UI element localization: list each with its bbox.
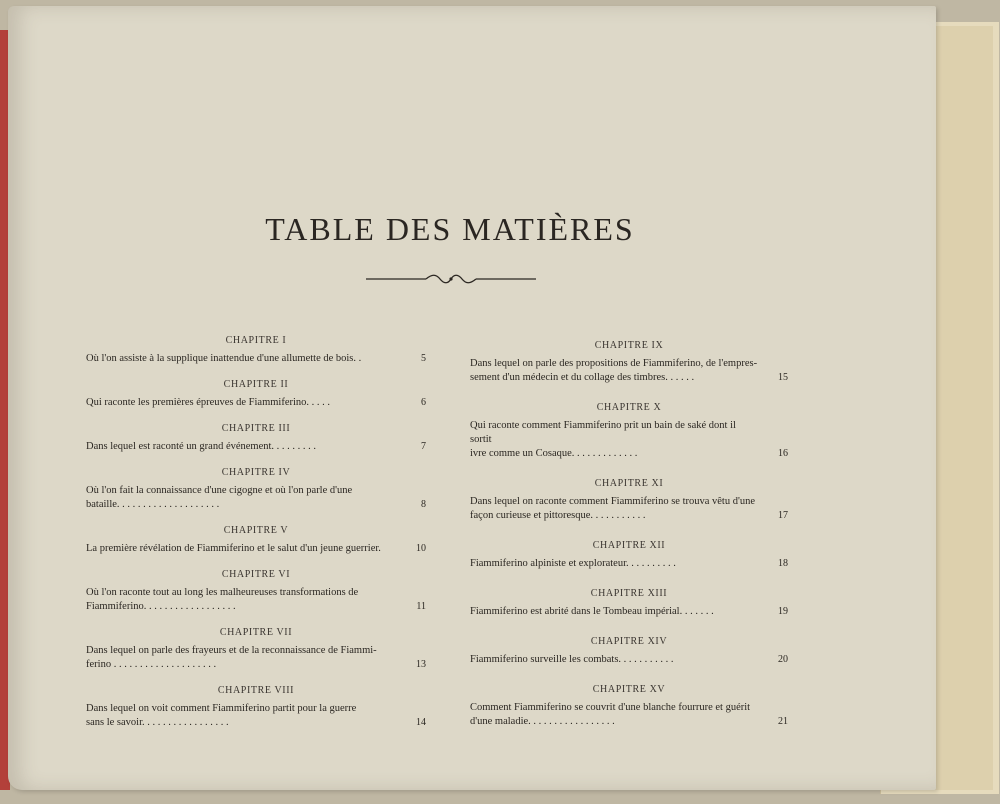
ornament-divider-icon (366, 272, 536, 286)
toc-entry (470, 477, 788, 523)
chapter-heading: CHAPITRE I (225, 335, 287, 346)
chapter-heading: CHAPITRE III (221, 423, 291, 434)
chapter-title-line (86, 396, 426, 410)
chapter-title-line (86, 716, 426, 730)
chapter-title-text: Dans lequel on raconte comment Fiammiferino se trouva vêtu d'une (470, 496, 756, 507)
chapter-title-line (86, 498, 426, 512)
chapter-title-text: Dans lequel on parle des frayeurs et de la reconnaissance de Fiammi- (86, 645, 377, 656)
chapter-heading: CHAPITRE II (223, 379, 289, 390)
chapter-title-line (86, 586, 426, 600)
chapter-heading: CHAPITRE V (223, 525, 289, 536)
page-number: 13 (416, 659, 426, 670)
chapter-title-line (470, 653, 788, 667)
chapter-heading: CHAPITRE XIII (590, 588, 668, 599)
page-number: 14 (416, 717, 426, 728)
toc-entry (470, 339, 788, 385)
page-number: 7 (421, 441, 426, 452)
toc-right-column (470, 339, 788, 745)
chapter-title-text: bataille. . . . . . . . . . . . . . . . . . . . (86, 499, 220, 510)
chapter-title-line (470, 357, 788, 371)
page-number: 21 (778, 716, 788, 727)
chapter-title-text: Qui raconte les premières épreuves de Fiammiferino. . . . . (86, 397, 331, 408)
chapter-title-line (470, 447, 788, 461)
toc-entry (86, 568, 426, 614)
page-number: 5 (421, 353, 426, 364)
chapter-title-line (86, 440, 426, 454)
chapter-title-text: Fiammiferino. . . . . . . . . . . . . . . . . . (86, 601, 236, 612)
page-number: 6 (421, 397, 426, 408)
chapter-heading: CHAPITRE IV (221, 467, 291, 478)
chapter-title-text: Dans lequel on voit comment Fiammiferino partit pour la guerre (86, 703, 357, 714)
chapter-title-line (86, 702, 426, 716)
chapter-title-text: Dans lequel est raconté un grand événement. . . . . . . . . (86, 441, 317, 452)
toc-entry (86, 466, 426, 512)
chapter-title-text: Dans lequel on parle des propositions de Fiammiferino, de l'empres- (470, 358, 758, 369)
toc-entry (86, 378, 426, 410)
chapter-heading: CHAPITRE IX (594, 340, 664, 351)
toc-entry (86, 422, 426, 454)
chapter-title-line (470, 371, 788, 385)
chapter-title-text: Où l'on fait la connaissance d'une cigogne et où l'on parle d'une (86, 485, 353, 496)
page-number: 20 (778, 654, 788, 665)
chapter-title-line (86, 600, 426, 614)
chapter-heading: CHAPITRE XI (594, 478, 664, 489)
toc-entry (470, 401, 788, 461)
page-number: 18 (778, 558, 788, 569)
toc-entry (86, 626, 426, 672)
page-number: 19 (778, 606, 788, 617)
chapter-title-text: ferino . . . . . . . . . . . . . . . . . . . . (86, 659, 217, 670)
chapter-heading: CHAPITRE XII (592, 540, 666, 551)
chapter-title-line (470, 495, 788, 509)
chapter-title-text: La première révélation de Fiammiferino et le salut d'un jeune guerrier. (86, 543, 381, 554)
page-number: 17 (778, 510, 788, 521)
toc-entry (470, 539, 788, 571)
chapter-title-line (86, 658, 426, 672)
chapter-heading: CHAPITRE X (596, 402, 662, 413)
toc-entry (470, 635, 788, 667)
chapter-title-text: Fiammiferino surveille les combats. . . . . . . . . . . (470, 654, 674, 665)
toc-entry (86, 524, 426, 556)
chapter-title-line (470, 509, 788, 523)
page-number: 10 (416, 543, 426, 554)
chapter-title-line (470, 419, 788, 447)
chapter-title-line (470, 701, 788, 715)
chapter-title-line (86, 484, 426, 498)
chapter-title-text: Qui raconte comment Fiammiferino prit un bain de saké dont il sortit (470, 420, 736, 445)
chapter-heading: CHAPITRE XV (592, 684, 666, 695)
toc-entry (470, 587, 788, 619)
book-page (8, 6, 936, 790)
chapter-title-line (470, 605, 788, 619)
page-title: TABLE DES MATIÈRES (265, 211, 635, 247)
toc-entry (86, 334, 426, 366)
page-stack-inner (930, 26, 993, 790)
chapter-title-text: ivre comme un Cosaque. . . . . . . . . . . . . (470, 448, 638, 459)
chapter-title-line (470, 715, 788, 729)
chapter-heading: CHAPITRE VI (221, 569, 291, 580)
chapter-heading: CHAPITRE VIII (217, 685, 295, 696)
page-number: 11 (416, 601, 426, 612)
toc-entry (470, 683, 788, 729)
toc-entry (86, 684, 426, 730)
page-number: 16 (778, 448, 788, 459)
chapter-heading: CHAPITRE VII (219, 627, 293, 638)
chapter-title-line (86, 542, 426, 556)
chapter-title-text: sement d'un médecin et du collage des timbres. . . . . . (470, 372, 695, 383)
chapter-title-line (86, 644, 426, 658)
chapter-title-text: Fiammiferino est abrité dans le Tombeau impérial. . . . . . . (470, 606, 714, 617)
chapter-title-text: Fiammiferino alpiniste et explorateur. . . . . . . . . . (470, 558, 676, 569)
page-number: 15 (778, 372, 788, 383)
page-number: 8 (421, 499, 426, 510)
chapter-title-text: sans le savoir. . . . . . . . . . . . . . . . . (86, 717, 229, 728)
chapter-heading: CHAPITRE XIV (590, 636, 668, 647)
chapter-title-text: Où l'on assiste à la supplique inattendue d'une allumette de bois. . (86, 353, 362, 364)
chapter-title-text: Comment Fiammiferino se couvrit d'une blanche fourrure et guérit (470, 702, 751, 713)
chapter-title-line (470, 557, 788, 571)
chapter-title-text: Où l'on raconte tout au long les malheureuses transformations de (86, 587, 359, 598)
chapter-title-text: façon curieuse et pittoresque. . . . . . . . . . . (470, 510, 646, 521)
chapter-title-line (86, 352, 426, 366)
toc-left-column (86, 334, 426, 742)
chapter-title-text: d'une maladie. . . . . . . . . . . . . . . . . (470, 716, 615, 727)
